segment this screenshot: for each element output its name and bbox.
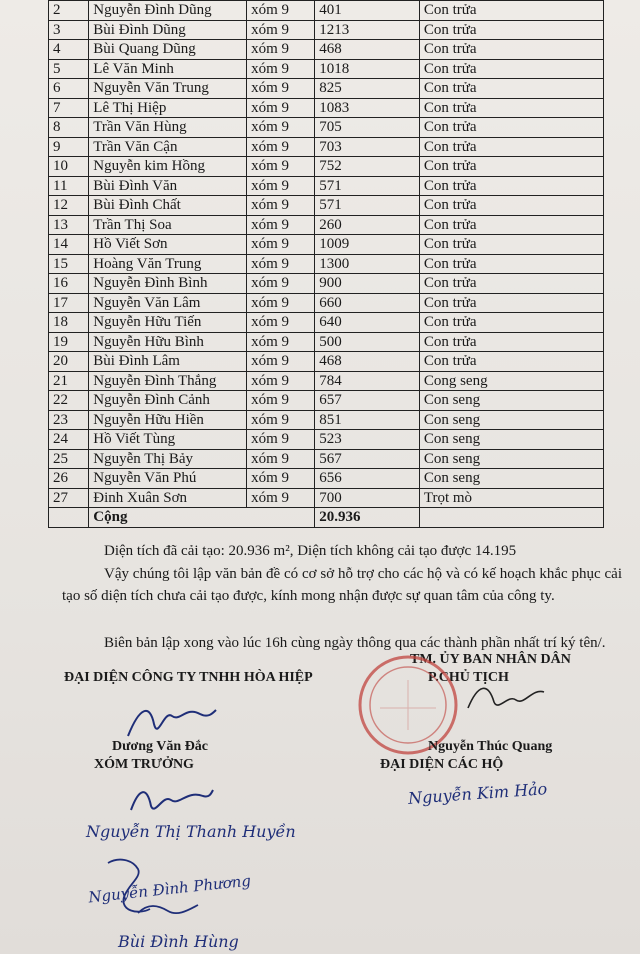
area-value: 851: [315, 410, 420, 430]
hamlet-name: xóm 9: [247, 157, 315, 177]
household-name: Nguyễn Văn Lâm: [89, 293, 247, 313]
crop-note: Con seng: [419, 449, 603, 469]
area-value: 567: [315, 449, 420, 469]
table-row: [49, 449, 604, 469]
table-row: [49, 1, 604, 21]
area-value: 640: [315, 313, 420, 333]
row-number: 16: [49, 274, 89, 294]
area-summary: Diện tích đã cải tạo: 20.936 m², Diện tích không cải tạo được 14.195: [104, 543, 517, 559]
row-number: 26: [49, 469, 89, 489]
household-name: Đinh Xuân Sơn: [89, 488, 247, 508]
hamlet-name: xóm 9: [247, 410, 315, 430]
area-value: 1300: [315, 254, 420, 274]
total-label: Cộng: [89, 508, 315, 528]
household-name: Nguyễn Văn Phú: [89, 469, 247, 489]
household-name: Lê Văn Minh: [89, 59, 247, 79]
household-name: Hồ Viết Tùng: [89, 430, 247, 450]
request-paragraph: Vậy chúng tôi lập văn bản đề có cơ sở hỗ trợ cho các hộ và có kế hoạch khắc phục cải tạo số diện tích chưa cải tạo được, kính mong nhận được sự quan tâm của công ty.: [62, 566, 622, 604]
hamlet-name: xóm 9: [247, 59, 315, 79]
hamlet-name: xóm 9: [247, 1, 315, 21]
crop-note: Con trửa: [419, 274, 603, 294]
handwritten-name-4: Nguyễn Kim Hảo: [407, 779, 548, 808]
crop-note: Con seng: [419, 469, 603, 489]
table-row: [49, 79, 604, 99]
crop-note: Con trửa: [419, 352, 603, 372]
crop-note: Con trửa: [419, 215, 603, 235]
crop-note: Con trửa: [419, 40, 603, 60]
household-name: Hồ Viết Sơn: [89, 235, 247, 255]
hamlet-name: xóm 9: [247, 332, 315, 352]
household-name: Bùi Quang Dũng: [89, 40, 247, 60]
crop-note: Con trửa: [419, 157, 603, 177]
table-row: [49, 371, 604, 391]
row-number: 18: [49, 313, 89, 333]
committee-heading-2: P.CHỦ TỊCH: [428, 670, 509, 685]
table-row: [49, 352, 604, 372]
table-row: [49, 430, 604, 450]
household-name: Nguyễn Đình Cảnh: [89, 391, 247, 411]
household-name: Lê Thị Hiệp: [89, 98, 247, 118]
table-row: [49, 313, 604, 333]
table-row: [49, 157, 604, 177]
hamlet-name: xóm 9: [247, 118, 315, 138]
total-row: [49, 508, 604, 528]
household-name: Trần Thị Soa: [89, 215, 247, 235]
hamlet-name: xóm 9: [247, 137, 315, 157]
crop-note: Con trửa: [419, 254, 603, 274]
area-value: 705: [315, 118, 420, 138]
area-value: 656: [315, 469, 420, 489]
hamlet-name: xóm 9: [247, 196, 315, 216]
crop-note: Con trửa: [419, 79, 603, 99]
crop-note: Con trửa: [419, 313, 603, 333]
household-name: Nguyễn Đình Dũng: [89, 1, 247, 21]
hamlet-name: xóm 9: [247, 215, 315, 235]
household-signatures: [98, 855, 218, 940]
row-number: 4: [49, 40, 89, 60]
crop-note: Con trửa: [419, 118, 603, 138]
closing-paragraph: Biên bản lập xong vào lúc 16h cùng ngày thông qua các thành phần nhất trí ký tên/.: [104, 635, 606, 651]
table-row: [49, 98, 604, 118]
area-value: 752: [315, 157, 420, 177]
crop-note: Con trửa: [419, 235, 603, 255]
household-name: Trần Văn Hùng: [89, 118, 247, 138]
table-row: [49, 332, 604, 352]
hamlet-name: xóm 9: [247, 254, 315, 274]
crop-note: Con trửa: [419, 332, 603, 352]
crop-note: Con trửa: [419, 98, 603, 118]
row-number: 6: [49, 79, 89, 99]
hamlet-name: xóm 9: [247, 469, 315, 489]
table-row: [49, 274, 604, 294]
row-number: 2: [49, 1, 89, 21]
row-number: 13: [49, 215, 89, 235]
handwritten-name-3: Bùi Đình Hùng: [118, 932, 239, 951]
household-table: [48, 0, 604, 528]
hamlet-name: xóm 9: [247, 274, 315, 294]
table-row: [49, 40, 604, 60]
company-rep-heading: ĐẠI DIỆN CÔNG TY TNHH HÒA HIỆP: [64, 670, 313, 685]
row-number: 21: [49, 371, 89, 391]
household-name: Nguyễn Thị Bảy: [89, 449, 247, 469]
hamlet-name: xóm 9: [247, 293, 315, 313]
area-value: 401: [315, 1, 420, 21]
table-row: [49, 235, 604, 255]
crop-note: Con seng: [419, 391, 603, 411]
hamlet-name: xóm 9: [247, 352, 315, 372]
household-name: Nguyễn Hữu Hiền: [89, 410, 247, 430]
row-number: 11: [49, 176, 89, 196]
area-value: 571: [315, 196, 420, 216]
row-number: 24: [49, 430, 89, 450]
table-row: [49, 293, 604, 313]
households-rep-heading: ĐẠI DIỆN CÁC HỘ: [380, 757, 504, 772]
row-number: 7: [49, 98, 89, 118]
committee-signer-name: Nguyễn Thúc Quang: [428, 739, 553, 754]
row-number: 10: [49, 157, 89, 177]
household-name: Bùi Đình Văn: [89, 176, 247, 196]
crop-note: Con trửa: [419, 196, 603, 216]
crop-note: Cong seng: [419, 371, 603, 391]
row-number: 5: [49, 59, 89, 79]
hamlet-name: xóm 9: [247, 449, 315, 469]
crop-note: Con trửa: [419, 176, 603, 196]
household-name: Bùi Đình Dũng: [89, 20, 247, 40]
table-row: [49, 118, 604, 138]
household-name: Bùi Đình Chất: [89, 196, 247, 216]
row-number: 23: [49, 410, 89, 430]
area-value: 500: [315, 332, 420, 352]
area-value: 468: [315, 40, 420, 60]
row-number: 15: [49, 254, 89, 274]
area-value: 1018: [315, 59, 420, 79]
hamlet-name: xóm 9: [247, 391, 315, 411]
hamlet-name: xóm 9: [247, 430, 315, 450]
household-name: Trần Văn Cận: [89, 137, 247, 157]
row-number: 8: [49, 118, 89, 138]
table-row: [49, 254, 604, 274]
row-number: 3: [49, 20, 89, 40]
crop-note: Con seng: [419, 430, 603, 450]
area-value: 468: [315, 352, 420, 372]
hamlet-name: xóm 9: [247, 98, 315, 118]
row-number: 17: [49, 293, 89, 313]
hamlet-head-heading: XÓM TRƯỞNG: [94, 757, 194, 772]
hamlet-name: xóm 9: [247, 40, 315, 60]
area-value: 900: [315, 274, 420, 294]
company-signer-name: Dương Văn Đắc: [112, 739, 209, 754]
area-value: 1083: [315, 98, 420, 118]
row-number: 25: [49, 449, 89, 469]
table-row: [49, 20, 604, 40]
area-value: 703: [315, 137, 420, 157]
table-row: [49, 469, 604, 489]
table-row: [49, 391, 604, 411]
table-row: [49, 410, 604, 430]
hamlet-name: xóm 9: [247, 371, 315, 391]
handwritten-name-1: Nguyễn Thị Thanh Huyền: [86, 822, 296, 841]
hamlet-name: xóm 9: [247, 488, 315, 508]
household-name: Nguyễn Đình Thắng: [89, 371, 247, 391]
row-number: 19: [49, 332, 89, 352]
crop-note: Con trửa: [419, 20, 603, 40]
table-row: [49, 488, 604, 508]
household-name: Nguyễn Đình Bình: [89, 274, 247, 294]
table-row: [49, 137, 604, 157]
crop-note: Con trửa: [419, 1, 603, 21]
household-name: Nguyễn Hữu Bình: [89, 332, 247, 352]
area-value: 1009: [315, 235, 420, 255]
table-row: [49, 215, 604, 235]
total-value: 20.936: [315, 508, 420, 528]
hamlet-name: xóm 9: [247, 20, 315, 40]
row-number: 22: [49, 391, 89, 411]
household-name: Bùi Đình Lâm: [89, 352, 247, 372]
household-name: Nguyễn Văn Trung: [89, 79, 247, 99]
hamlet-name: xóm 9: [247, 235, 315, 255]
row-number: 9: [49, 137, 89, 157]
hamlet-name: xóm 9: [247, 176, 315, 196]
household-name: Nguyễn Hữu Tiến: [89, 313, 247, 333]
area-value: 260: [315, 215, 420, 235]
area-value: 523: [315, 430, 420, 450]
hamlet-head-signature: [125, 780, 215, 825]
area-value: 657: [315, 391, 420, 411]
household-name: Nguyễn kim Hồng: [89, 157, 247, 177]
table-row: [49, 196, 604, 216]
row-number: 12: [49, 196, 89, 216]
crop-note: Trọt mò: [419, 488, 603, 508]
area-value: 571: [315, 176, 420, 196]
row-number: 20: [49, 352, 89, 372]
table-body: [49, 1, 604, 508]
crop-note: Con seng: [419, 410, 603, 430]
area-value: 784: [315, 371, 420, 391]
table-row: [49, 59, 604, 79]
area-value: 660: [315, 293, 420, 313]
committee-heading-1: TM. ỦY BAN NHÂN DÂN: [410, 652, 571, 667]
crop-note: Con trửa: [419, 293, 603, 313]
crop-note: Con trửa: [419, 137, 603, 157]
row-number: 27: [49, 488, 89, 508]
area-value: 1213: [315, 20, 420, 40]
handwritten-name-2: Nguyễn Đình Phương: [87, 871, 252, 907]
committee-signature: [460, 678, 550, 718]
row-number: 14: [49, 235, 89, 255]
area-value: 700: [315, 488, 420, 508]
crop-note: Con trửa: [419, 59, 603, 79]
table-row: [49, 176, 604, 196]
hamlet-name: xóm 9: [247, 313, 315, 333]
area-value: 825: [315, 79, 420, 99]
household-name: Hoàng Văn Trung: [89, 254, 247, 274]
hamlet-name: xóm 9: [247, 79, 315, 99]
